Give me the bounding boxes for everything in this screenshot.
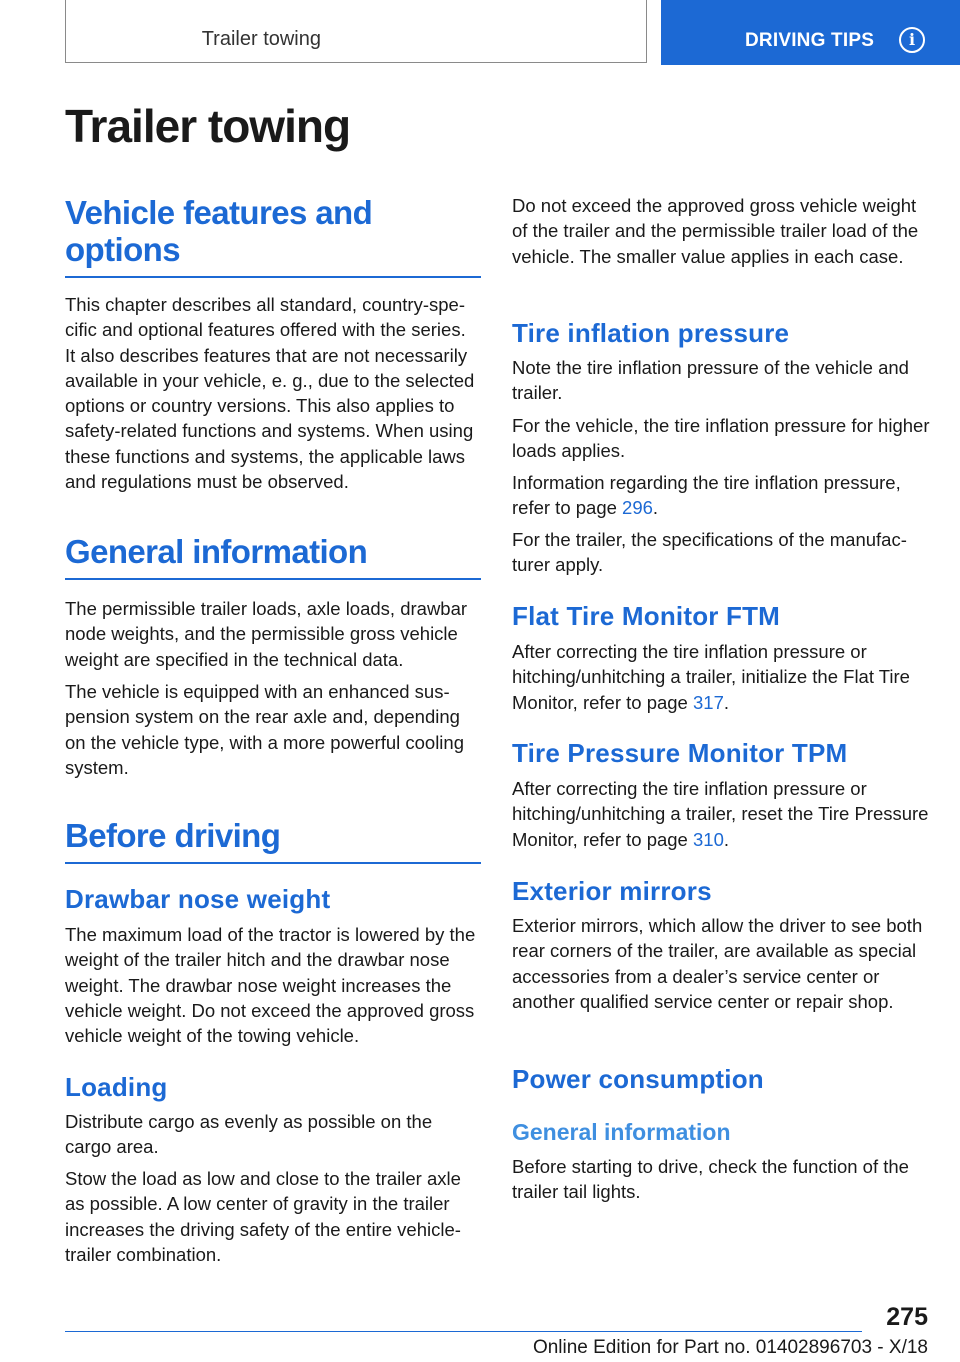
paragraph-permissible-loads: The permissible trailer loads, axle loads, drawbar node weights, and the permissible gross vehicle weight are specified in the technical data.	[65, 598, 468, 670]
heading-drawbar-nose-weight: Drawbar nose weight	[65, 884, 331, 914]
page-link-317[interactable]: 317	[693, 691, 724, 713]
paragraph-vehicle-features: This chapter describes all standard, country-specific and optional features offered with the series. It also describes features that are not necessarily available in your vehicle, e. g., due to the selected options or country versions. This also applies to safety-related functions and systems. When using these functions and systems, the applicable laws and regulations must be observed.	[65, 294, 475, 493]
paragraph-tire-vehicle: For the vehicle, the tire inflation pressure for higher loads applies.	[512, 415, 930, 462]
chapter-label: DRIVING TIPS	[745, 30, 875, 51]
page-title: Trailer towing	[65, 100, 351, 152]
tire-info-text: Information regarding the tire inflation pressure, refer to page	[512, 472, 901, 519]
footer-divider	[65, 1331, 862, 1332]
page-number: 275	[886, 1303, 928, 1331]
paragraph-ftm	[512, 639, 932, 715]
heading-tire-pressure-monitor: Tire Pressure Monitor TPM	[512, 738, 848, 768]
ftm-end: .	[723, 691, 730, 713]
footer-edition: Online Edition for Part no. 01402896703 - X/18	[532, 1337, 928, 1358]
tire-info-end: .	[652, 497, 659, 519]
heading-general-information: General information	[65, 533, 481, 580]
paragraph-power: Before starting to drive, check the function of the trailer tail lights.	[512, 1156, 909, 1203]
header-frame	[65, 0, 647, 63]
heading-before-driving: Before driving	[65, 817, 481, 864]
tpm-text: After correcting the tire inflation pressure or hitching/unhitching a trailer, reset the Tire Pressure Monitor, refer to page	[512, 778, 929, 850]
paragraph-tpm	[512, 776, 932, 852]
paragraph-loading-distribute: Distribute cargo as evenly as possible on the cargo area.	[65, 1111, 433, 1158]
tpm-end: .	[723, 828, 730, 850]
page-link-310[interactable]: 310	[693, 828, 724, 850]
heading-exterior-mirrors: Exterior mirrors	[512, 876, 712, 906]
paragraph-loading-stow: Stow the load as low and close to the trailer axle as possible. A low center of gravity in the trailer increases the driving safety of the entire vehicle-trailer combination.	[65, 1168, 461, 1265]
info-icon[interactable]: i	[899, 27, 925, 53]
header-chapter-tab[interactable]	[661, 0, 960, 65]
header-section-title: Trailer towing	[201, 28, 321, 50]
page-link-296[interactable]: 296	[622, 497, 653, 519]
paragraph-mirrors: Exterior mirrors, which allow the driver to see both rear corners of the trailer, are available as special accessories from a dealer’s service center or another qualified service center or repair shop.	[512, 915, 923, 1012]
paragraph-tire-note: Note the tire inflation pressure of the vehicle and trailer.	[512, 357, 909, 404]
heading-loading: Loading	[65, 1072, 168, 1102]
paragraph-tire-trailer: For the trailer, the specifications of the manufacturer apply.	[512, 529, 907, 576]
paragraph-gross-weight: Do not exceed the approved gross vehicle weight of the trailer and the permissible trailer load of the vehicle. The smaller value applies in each case.	[512, 195, 919, 267]
ftm-text: After correcting the tire inflation pressure or hitching/unhitching a trailer, initialize the Flat Tire Monitor, refer to page	[512, 641, 910, 713]
paragraph-suspension: The vehicle is equipped with an enhanced suspension system on the rear axle and, depending on the vehicle type, with a more powerful cooling system.	[65, 681, 464, 778]
heading-tire-inflation: Tire inflation pressure	[512, 318, 790, 348]
paragraph-tire-info	[512, 470, 932, 521]
heading-power-consumption: Power consumption	[512, 1064, 764, 1094]
heading-flat-tire-monitor: Flat Tire Monitor FTM	[512, 601, 781, 631]
heading-vehicle-features: Vehicle features and options	[65, 194, 481, 278]
paragraph-drawbar: The maximum load of the tractor is lowered by the weight of the trailer hitch and the drawbar nose weight. The drawbar nose weight increases the vehicle weight. Do not exceed the approved gross vehicle weight of the towing vehicle.	[65, 924, 476, 1047]
heading-power-general-information: General information	[512, 1119, 731, 1145]
